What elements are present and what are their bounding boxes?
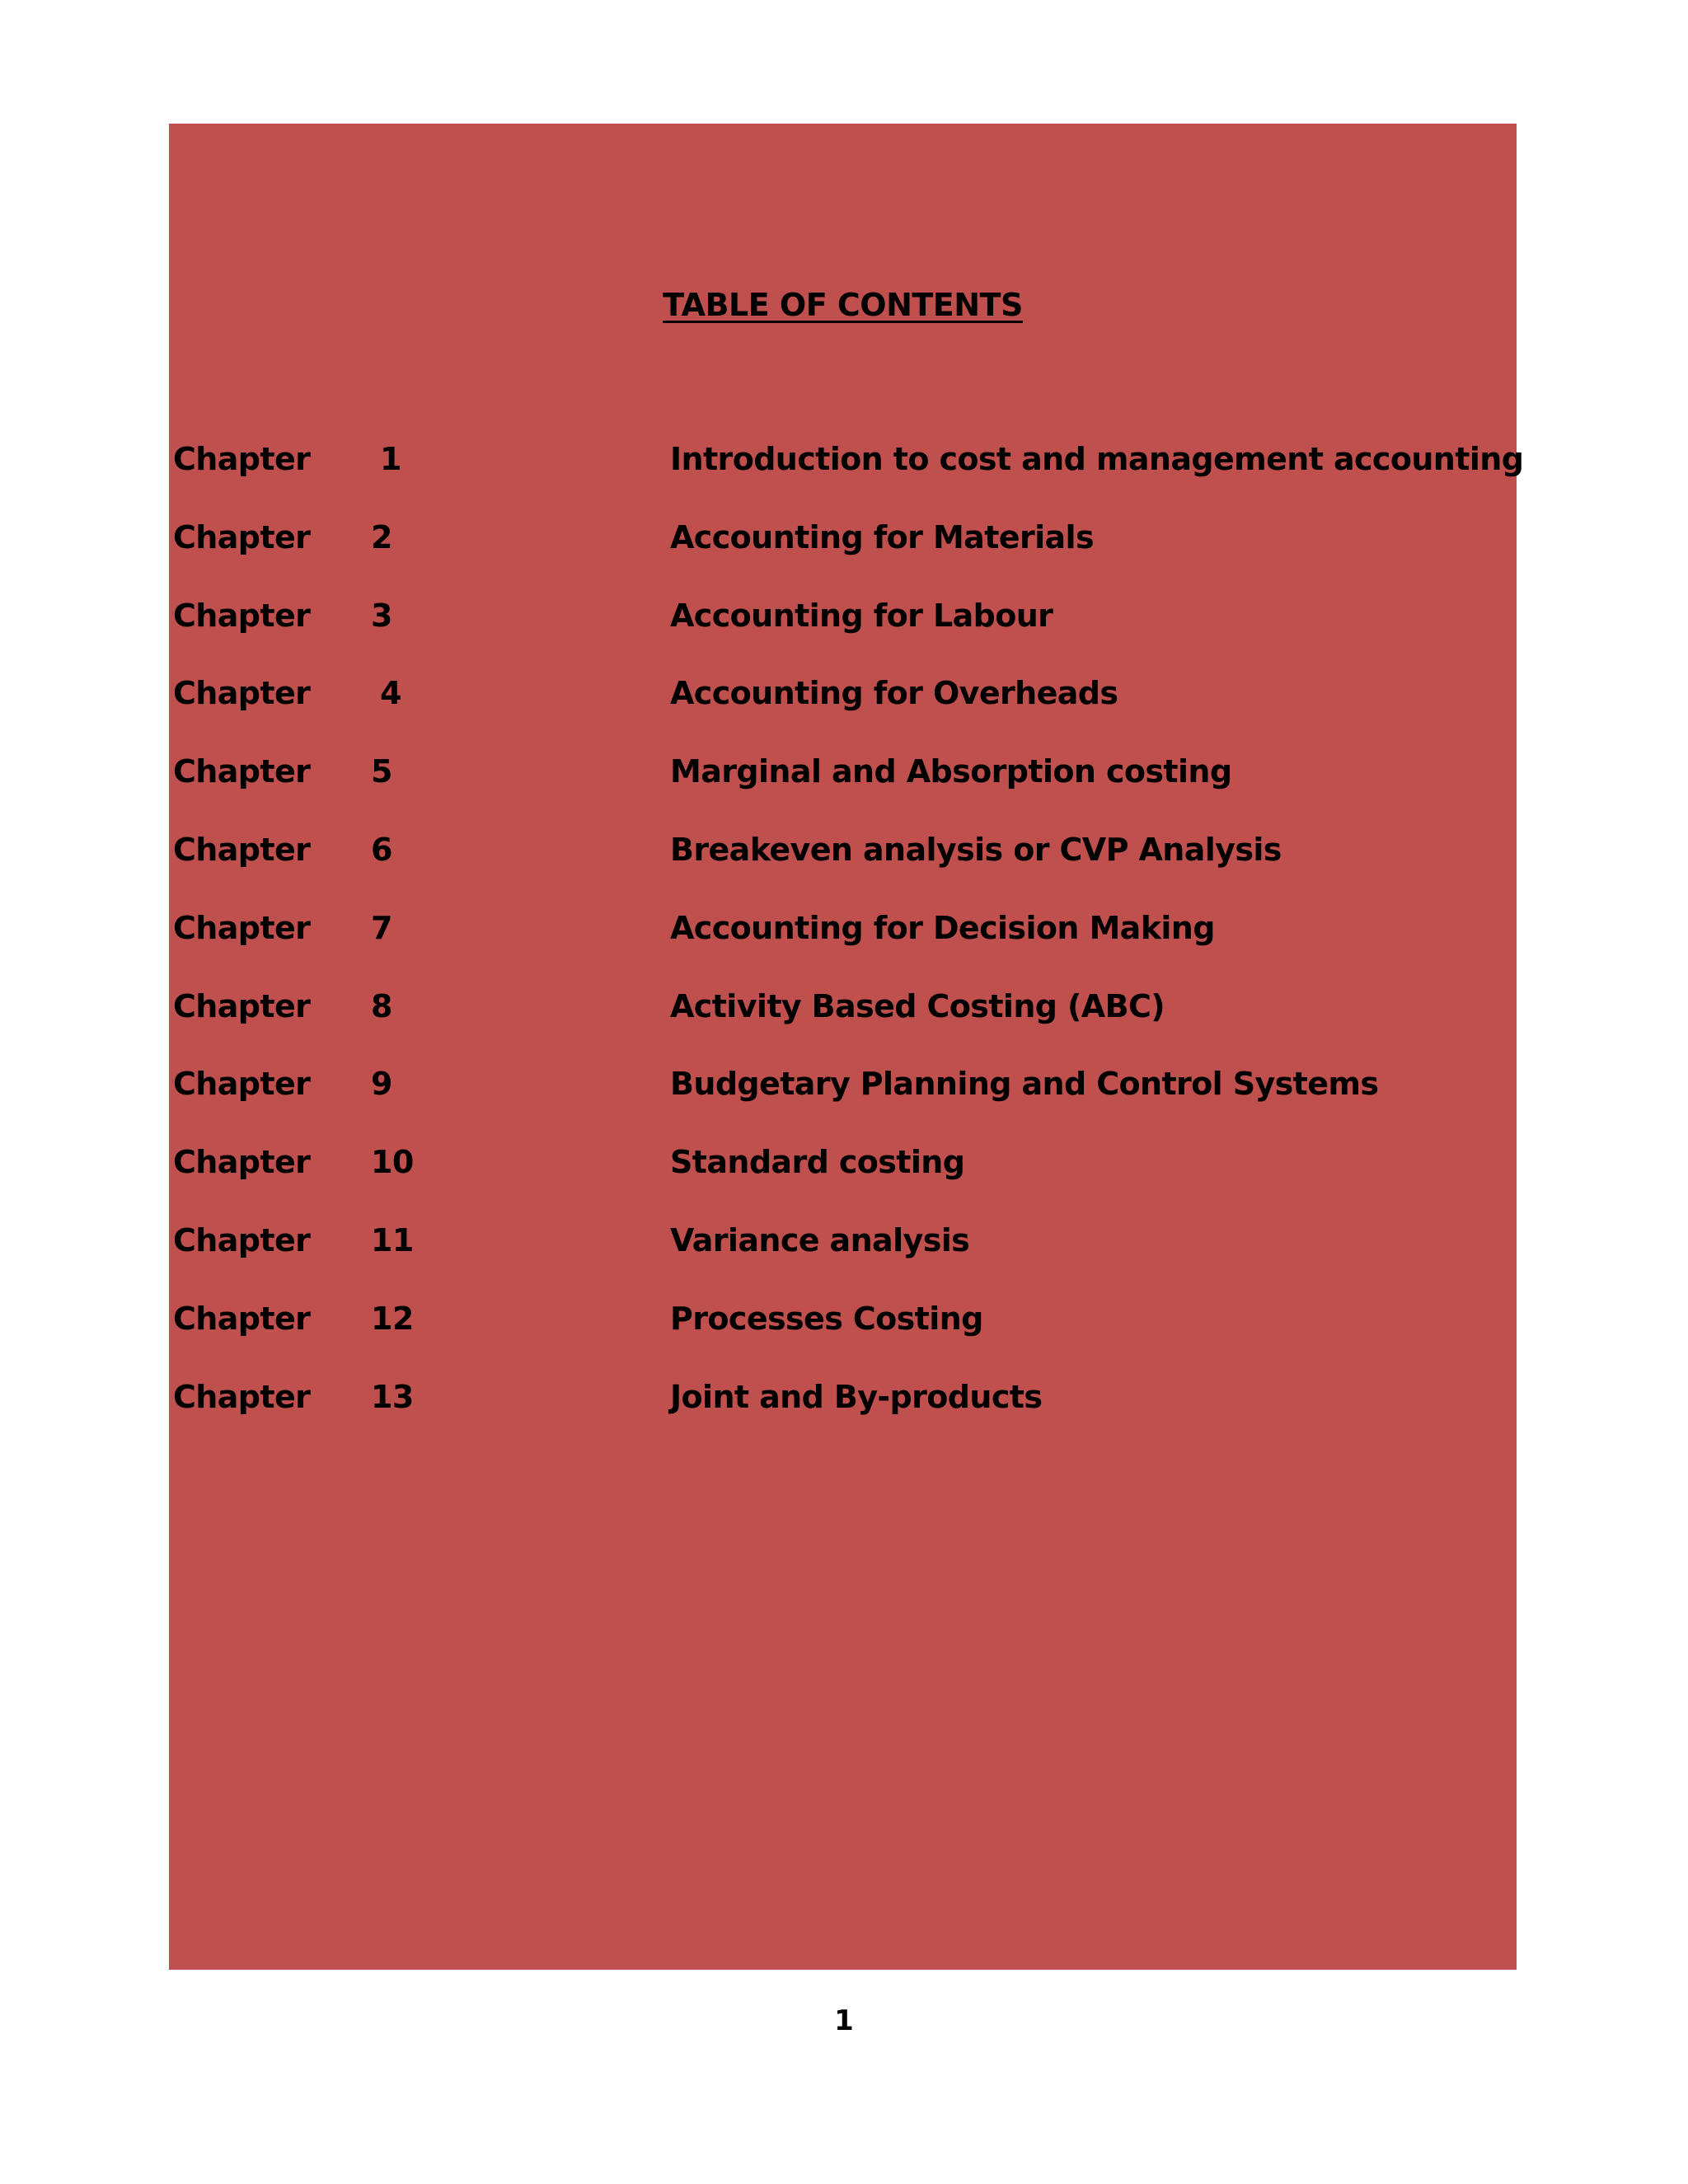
chapter-label: Chapter <box>173 597 311 634</box>
chapter-label: Chapter <box>173 441 311 477</box>
chapter-title: Accounting for Materials <box>670 518 1095 555</box>
toc-entry-4 <box>169 668 1517 747</box>
chapter-label: Chapter <box>173 675 311 712</box>
chapter-label: Chapter <box>173 1378 311 1415</box>
chapter-title: Joint and By-products <box>670 1378 1043 1415</box>
chapter-label: Chapter <box>173 1066 311 1103</box>
toc-heading-text: TABLE OF CONTENTS <box>663 287 1023 323</box>
chapter-number: 12 <box>371 1300 414 1337</box>
toc-panel <box>169 124 1524 1970</box>
toc-entry-12 <box>169 1294 1517 1372</box>
chapter-number: 10 <box>371 1144 414 1181</box>
chapter-title: Budgetary Planning and Control Systems <box>670 1066 1379 1103</box>
chapter-number: 9 <box>371 1066 392 1103</box>
chapter-number: 3 <box>371 597 392 634</box>
chapter-label: Chapter <box>173 1144 311 1181</box>
chapter-title: Breakeven analysis or CVP Analysis <box>670 831 1282 868</box>
toc-entry-6 <box>169 825 1517 903</box>
toc-entry-2 <box>169 513 1517 591</box>
toc-entry-1 <box>169 434 1524 513</box>
toc-list <box>169 434 1524 1450</box>
chapter-label: Chapter <box>173 1300 311 1337</box>
toc-entry-13 <box>169 1372 1517 1451</box>
chapter-label: Chapter <box>173 518 311 555</box>
chapter-number: 11 <box>371 1221 414 1258</box>
chapter-title: Processes Costing <box>670 1300 983 1337</box>
toc-entry-5 <box>169 747 1517 825</box>
chapter-number: 8 <box>371 987 392 1024</box>
chapter-number: 4 <box>380 675 401 712</box>
toc-entry-8 <box>169 982 1517 1060</box>
chapter-title: Introduction to cost and management accounting <box>670 441 1524 477</box>
toc-heading <box>169 280 1517 330</box>
chapter-title: Accounting for Labour <box>670 597 1053 634</box>
toc-entry-10 <box>169 1137 1517 1216</box>
chapter-title: Standard costing <box>670 1144 965 1181</box>
chapter-number: 7 <box>371 909 392 946</box>
chapter-label: Chapter <box>173 909 311 946</box>
toc-entry-7 <box>169 903 1517 982</box>
chapter-number: 13 <box>371 1378 414 1415</box>
chapter-title: Accounting for Decision Making <box>670 909 1215 946</box>
chapter-title: Variance analysis <box>670 1221 970 1258</box>
chapter-label: Chapter <box>173 1221 311 1258</box>
toc-entry-3 <box>169 591 1517 669</box>
chapter-title: Accounting for Overheads <box>670 675 1118 712</box>
chapter-number: 1 <box>380 441 401 477</box>
toc-entry-9 <box>169 1059 1517 1137</box>
chapter-label: Chapter <box>173 753 311 790</box>
toc-entry-11 <box>169 1216 1517 1294</box>
page-number: 1 <box>834 2004 854 2037</box>
chapter-label: Chapter <box>173 987 311 1024</box>
chapter-title: Marginal and Absorption costing <box>670 753 1232 790</box>
chapter-number: 6 <box>371 831 392 868</box>
chapter-title: Activity Based Costing (ABC) <box>670 987 1165 1024</box>
chapter-number: 2 <box>371 518 392 555</box>
chapter-number: 5 <box>371 753 392 790</box>
chapter-label: Chapter <box>173 831 311 868</box>
